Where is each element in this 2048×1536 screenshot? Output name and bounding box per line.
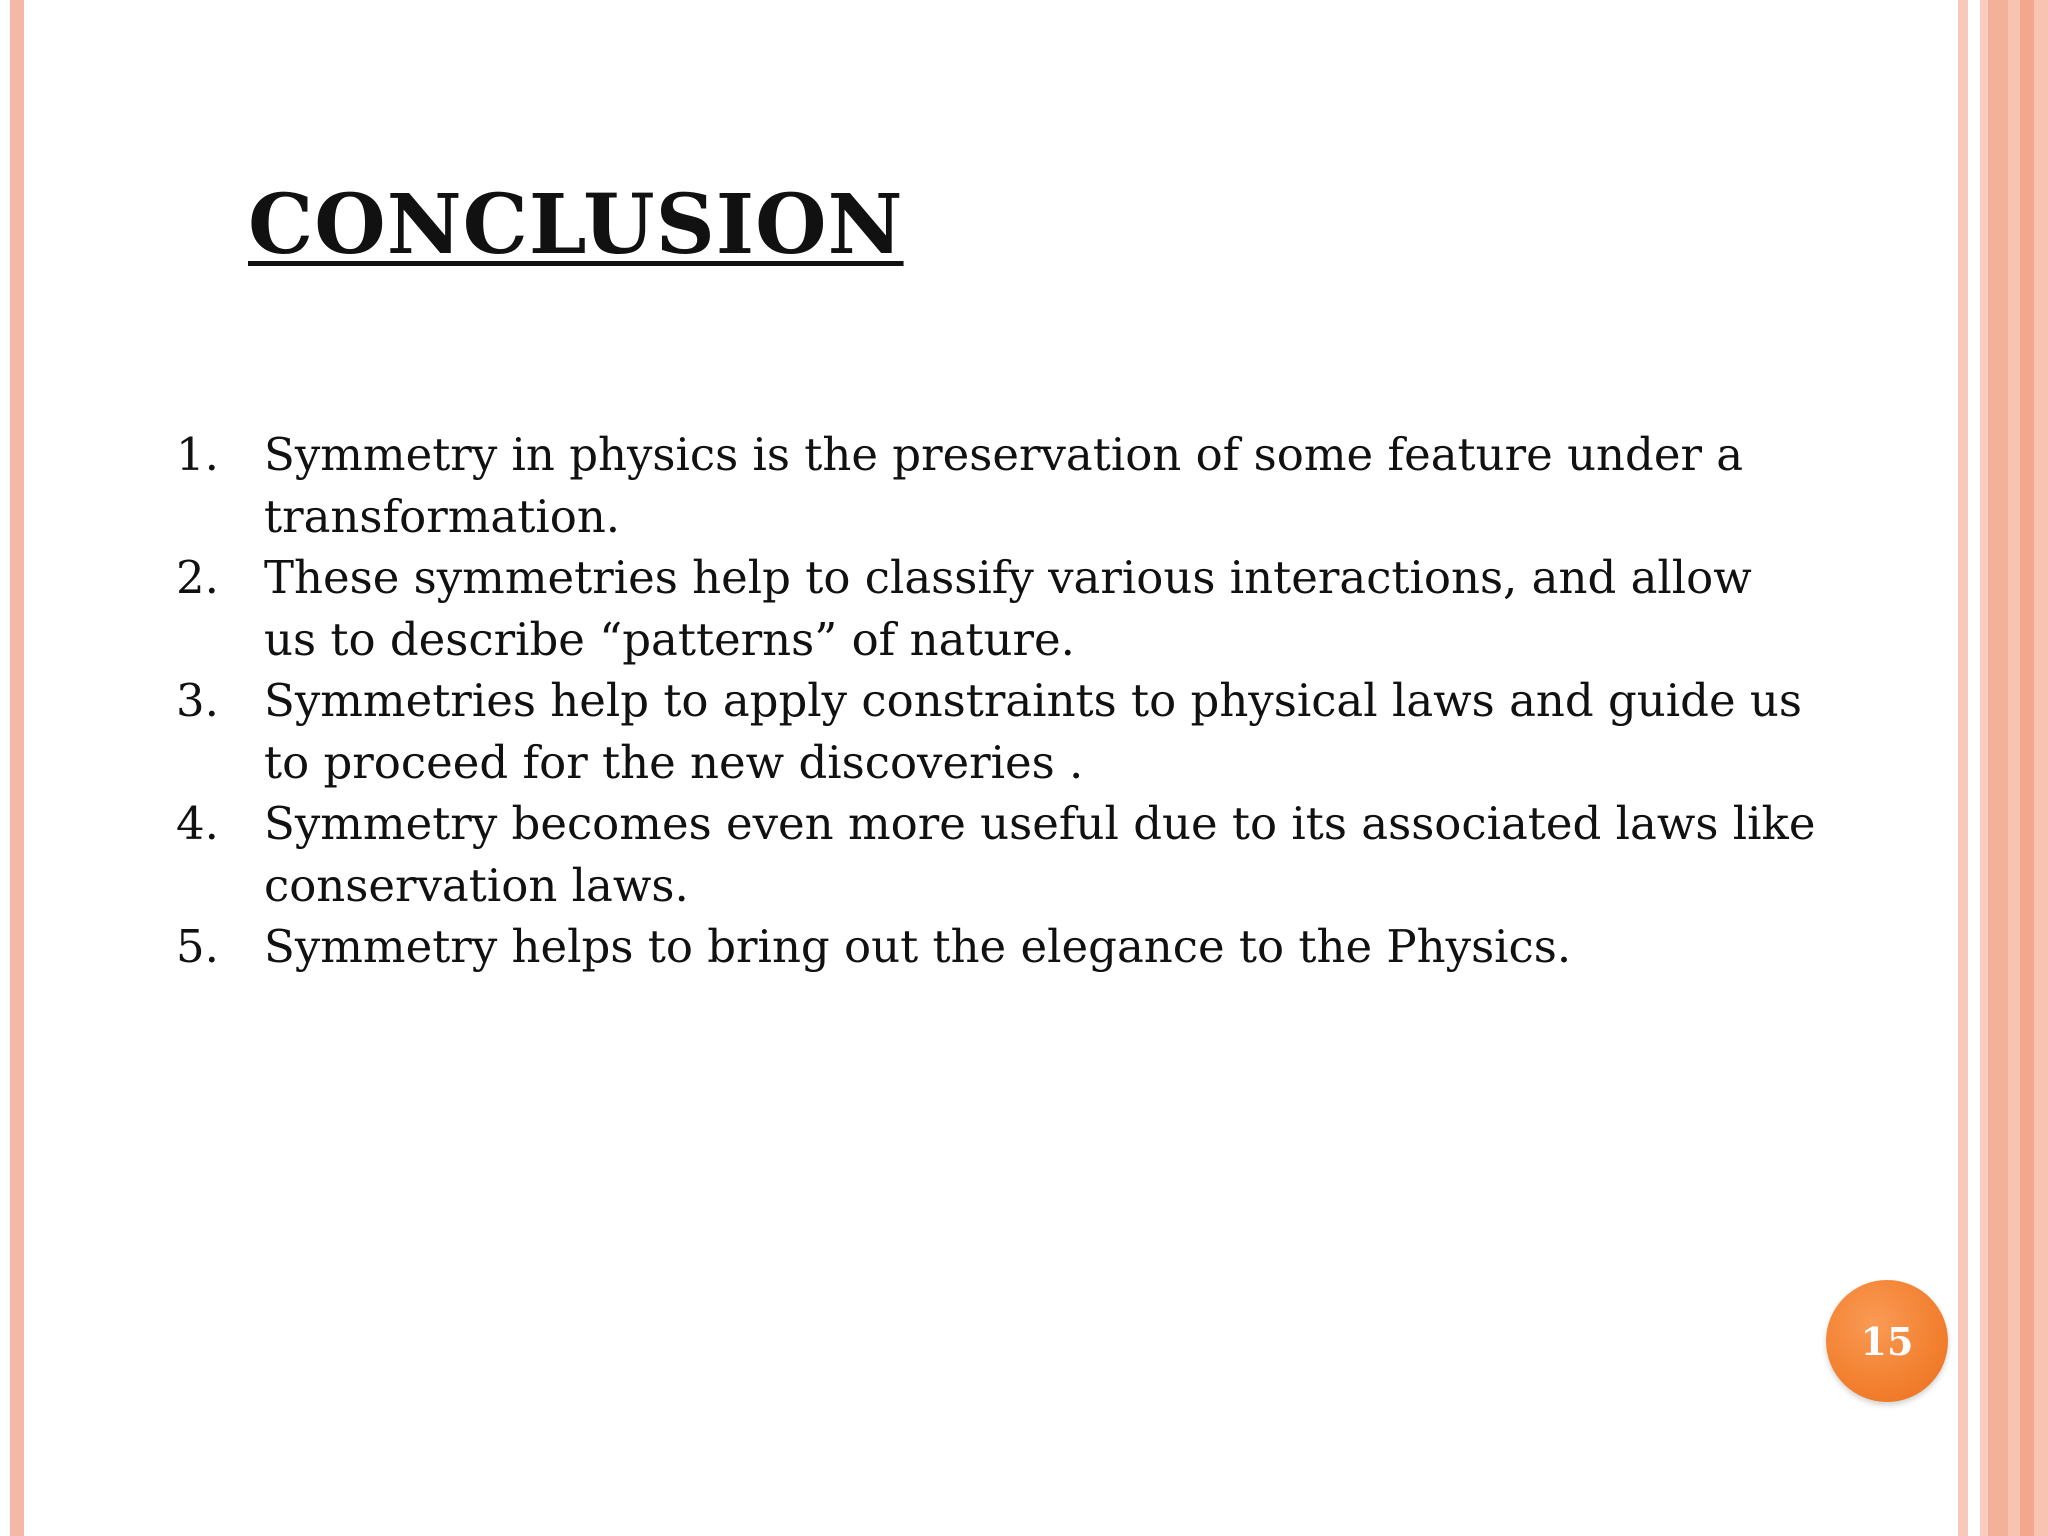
right-border-stripe xyxy=(1980,0,2048,1536)
list-item-text: Symmetry becomes even more useful due to its associated laws like conservation laws. xyxy=(264,797,1816,912)
page-number-badge xyxy=(1826,1280,1948,1402)
list-item-text: Symmetries help to apply constraints to physical laws and guide us to proceed for the new discoveries . xyxy=(264,674,1802,789)
right-border-stripe xyxy=(1958,0,1968,1536)
list-item-number: 5. xyxy=(176,920,219,973)
left-border-decoration xyxy=(10,0,24,1536)
conclusion-list xyxy=(176,424,1816,978)
list-item-number: 2. xyxy=(176,551,219,604)
list-item-text: Symmetry in physics is the preservation of some feature under a transformation. xyxy=(264,428,1744,543)
page-number: 15 xyxy=(1860,1318,1914,1364)
list-item xyxy=(176,793,1816,916)
list-item xyxy=(176,424,1816,547)
list-item xyxy=(176,547,1816,670)
right-border-stripe xyxy=(2020,0,2034,1536)
list-item-number: 3. xyxy=(176,674,219,727)
slide-title: CONCLUSION xyxy=(248,177,904,273)
list-item-number: 1. xyxy=(176,428,219,481)
list-item xyxy=(176,916,1816,978)
list-item xyxy=(176,670,1816,793)
list-item-text: These symmetries help to classify various interactions, and allow us to describe “patterns” of nature. xyxy=(264,551,1752,666)
list-item-text: Symmetry helps to bring out the elegance to the Physics. xyxy=(264,920,1572,973)
list-item-number: 4. xyxy=(176,797,219,850)
